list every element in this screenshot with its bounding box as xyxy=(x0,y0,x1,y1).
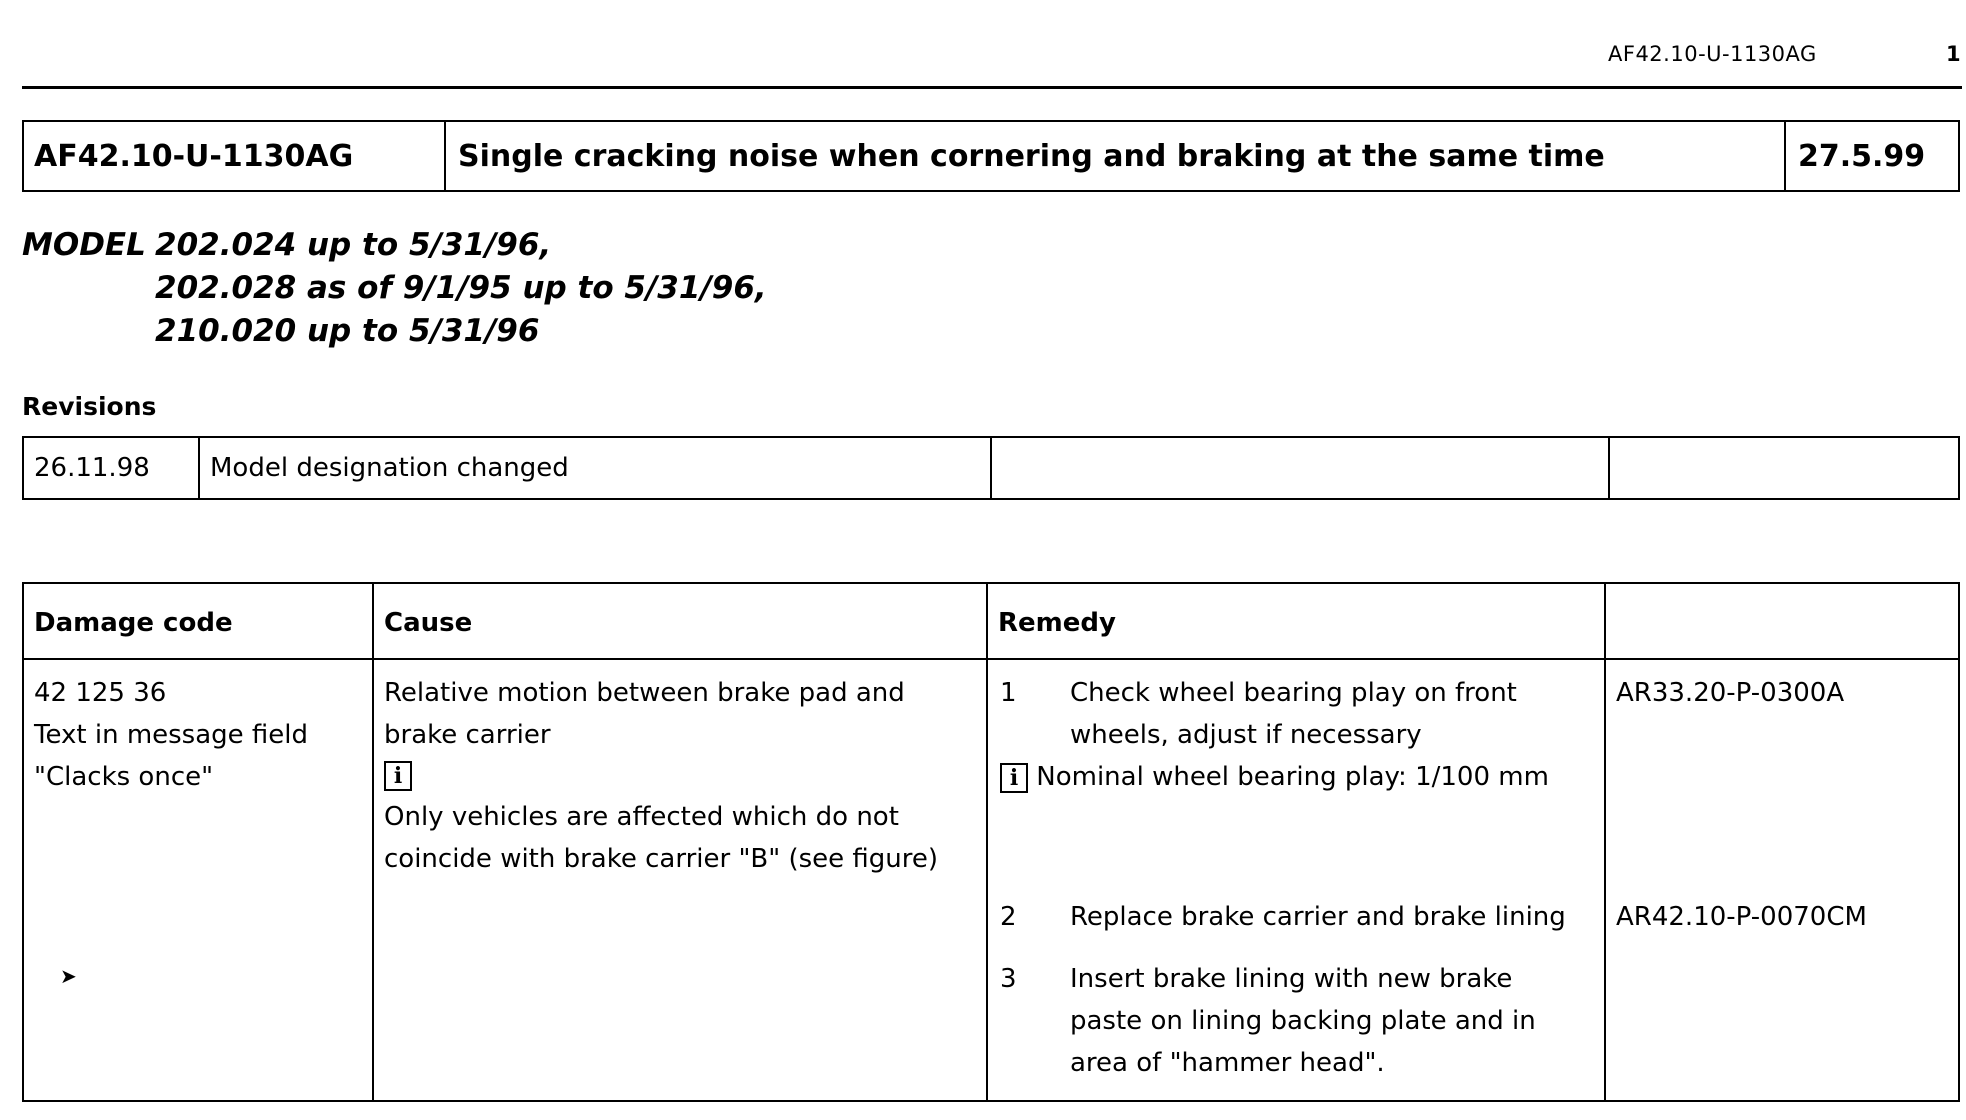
revisions-label: Revisions xyxy=(22,392,157,421)
step-line: Check wheel bearing play on front xyxy=(1070,678,1517,708)
model-line: 210.020 up to 5/31/96 xyxy=(155,313,540,349)
model-line: 202.028 as of 9/1/95 up to 5/31/96, xyxy=(155,270,767,306)
cause-line: Relative motion between brake pad and xyxy=(384,678,905,708)
step-text xyxy=(1070,672,1517,756)
revisions-table xyxy=(22,436,1960,500)
step-line: paste on lining backing plate and in xyxy=(1070,1006,1536,1036)
model-lines xyxy=(155,224,767,353)
column-divider xyxy=(372,584,374,1100)
title-text: Single cracking noise when cornering and braking at the same time xyxy=(446,122,1786,190)
damage-table xyxy=(22,582,1960,1102)
page-number: 1 xyxy=(1946,42,1961,66)
damage-code-value: 42 125 36 xyxy=(34,678,167,708)
step-line: area of "hammer head". xyxy=(1070,1048,1385,1078)
step-number: 3 xyxy=(1000,964,1017,994)
step-line: Insert brake lining with new brake xyxy=(1070,964,1513,994)
header-remedy: Remedy xyxy=(998,608,1116,638)
header-rule xyxy=(22,86,1962,89)
column-divider xyxy=(1604,584,1606,1100)
header-damage-code: Damage code xyxy=(34,608,233,638)
step-line: Replace brake carrier and brake lining xyxy=(1070,902,1566,932)
model-line: 202.024 up to 5/31/96, xyxy=(155,227,552,263)
damage-code-cell xyxy=(34,672,308,798)
arrow-mark-icon: ➤ xyxy=(60,964,77,988)
step-text xyxy=(1070,896,1566,938)
document-reference: AF42.10-U-1130AG xyxy=(1608,42,1817,66)
step-line: wheels, adjust if necessary xyxy=(1070,720,1422,750)
cause-cell xyxy=(384,672,974,880)
step-number: 1 xyxy=(1000,678,1017,708)
cause-note: coincide with brake carrier "B" (see figure) xyxy=(384,844,939,874)
reference-link[interactable]: AR42.10-P-0070CM xyxy=(1616,902,1867,932)
step-text xyxy=(1070,958,1536,1084)
info-icon: i xyxy=(1000,763,1028,793)
model-label: MODEL xyxy=(22,227,146,263)
cause-note: Only vehicles are affected which do not xyxy=(384,802,899,832)
title-block xyxy=(22,120,1960,192)
remedy-note xyxy=(1000,756,1549,798)
header-divider xyxy=(24,658,1958,660)
reference-link[interactable]: AR33.20-P-0300A xyxy=(1616,678,1845,708)
title-code: AF42.10-U-1130AG xyxy=(24,122,446,190)
revision-cell-empty xyxy=(1610,438,1958,498)
revision-text: Model designation changed xyxy=(200,438,992,498)
info-icon: i xyxy=(384,761,412,791)
damage-code-message: "Clacks once" xyxy=(34,762,214,792)
revision-cell-empty xyxy=(992,438,1610,498)
remedy-note-text: Nominal wheel bearing play: 1/100 mm xyxy=(1036,762,1549,792)
revision-date: 26.11.98 xyxy=(24,438,200,498)
cause-line: brake carrier xyxy=(384,720,551,750)
damage-code-text: Text in message field xyxy=(34,720,309,750)
step-number: 2 xyxy=(1000,902,1017,932)
header-cause: Cause xyxy=(384,608,473,638)
title-date: 27.5.99 xyxy=(1798,138,1926,174)
column-divider xyxy=(986,584,988,1100)
cause-info-row xyxy=(384,756,974,796)
